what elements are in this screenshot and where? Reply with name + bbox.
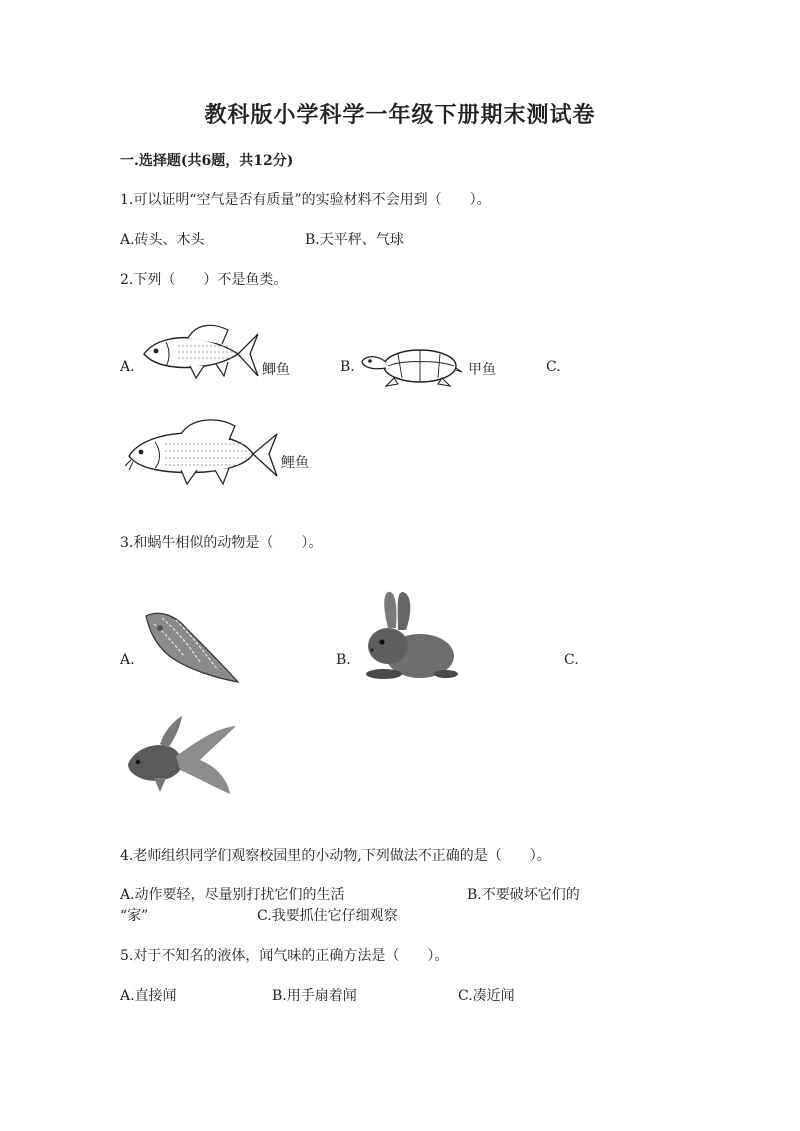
question-5-option-a: A.直接闻 [120,988,177,1004]
question-4-stem: 4.老师组织同学们观察校园里的小动物,下列做法不正确的是（ ）。 [120,848,551,864]
question-3-option-a-letter: A. [120,652,135,668]
question-4-option-b-part1: B.不要破坏它们的 [467,887,580,903]
question-4-option-b-part2: “家” [120,908,149,924]
question-2-option-b-label: 甲鱼 [468,362,496,378]
conch-shell-image [140,606,240,684]
question-4-option-c: C.我要抓住它仔细观察 [257,908,398,924]
page-title: 教科版小学科学一年级下册期末测试卷 [204,102,596,128]
question-3-stem: 3.和蜗牛相似的动物是（ ）。 [120,535,323,551]
rabbit-image [354,588,460,684]
question-3-option-b-letter: B. [336,652,351,668]
question-3-option-c-letter: C. [564,652,579,668]
question-2-option-a-label: 鲫鱼 [262,362,290,378]
question-2-option-a-letter: A. [120,359,135,375]
question-2-stem: 2.下列（ ）不是鱼类。 [120,272,288,288]
section-heading: 一.选择题(共6题，共12分) [120,153,294,169]
common-carp-image [125,414,281,486]
question-2-option-b-letter: B. [340,359,355,375]
question-1-stem: 1.可以证明“空气是否有质量”的实验材料不会用到（ ）。 [120,192,491,208]
question-4-option-a: A.动作要轻，尽量别打扰它们的生活 [120,887,345,903]
question-5-option-c: C.凑近闻 [458,988,515,1004]
question-1-option-a: A.砖头、木头 [120,232,205,248]
goldfish-image [124,714,238,798]
question-2-option-c-label: 鲤鱼 [281,455,309,471]
question-5-stem: 5.对于不知名的液体，闻气味的正确方法是（ ）。 [120,948,449,964]
question-1-option-b: B.天平秤、气球 [305,232,404,248]
question-2-option-c-letter: C. [546,359,561,375]
crucian-carp-image [138,320,260,382]
question-5-option-b: B.用手扇着闻 [272,988,357,1004]
soft-shell-turtle-image [358,340,464,390]
